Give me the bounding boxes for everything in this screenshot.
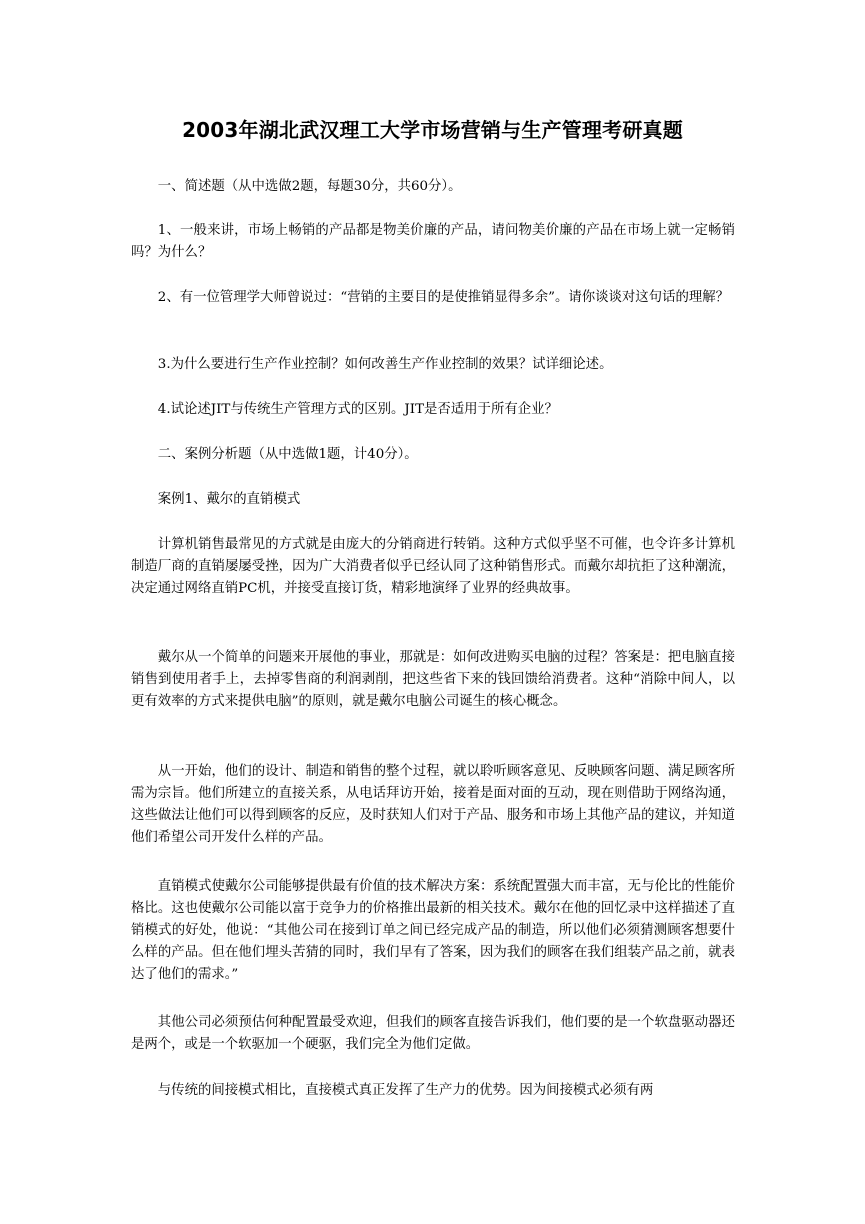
case-paragraph-2: 戴尔从一个简单的问题来开展他的事业，那就是：如何改进购买电脑的过程？答案是：把电脑直接销售到使用者手上，去掉零售商的利润剥削，把这些省下来的钱回馈给消费者。这种“消除中间人，以更有效率的方式来提供电脑”的原则，就是戴尔电脑公司诞生的核心概念。 bbox=[131, 650, 735, 709]
question-1: 1、一般来讲，市场上畅销的产品都是物美价廉的产品，请问物美价廉的产品在市场上就一定畅销吗？为什么？ bbox=[131, 223, 735, 260]
question-2: 2、有一位管理学大师曾说过：“营销的主要目的是使推销显得多余”。请你谈谈对这句话的理解？ bbox=[157, 290, 730, 305]
section-heading-short-answer: 一、简述题（从中选做2题，每题30分，共60分）。 bbox=[157, 179, 462, 194]
case-paragraph-6: 与传统的间接模式相比，直接模式真正发挥了生产力的优势。因为间接模式必须有两 bbox=[157, 1083, 654, 1098]
question-3: 3.为什么要进行生产作业控制？如何改善生产作业控制的效果？试详细论述。 bbox=[157, 357, 613, 372]
case-paragraph-4: 直销模式使戴尔公司能够提供最有价值的技术解决方案：系统配置强大而丰富，无与伦比的性能价格比。这也使戴尔公司能以富于竞争力的价格推出最新的相关技术。戴尔在他的回忆录中这样描述了直销模式的好处，他说：“其他公司在接到订单之间已经完成产品的制造，所以他们必须猜测顾客想要什么样的产品。但在他们埋头苦猜的同时，我们早有了答案，因为我们的顾客在我们组装产品之前，就表达了他们的需求。” bbox=[131, 879, 735, 982]
case-1-heading: 案例1、戴尔的直销模式 bbox=[157, 492, 301, 507]
case-paragraph-5: 其他公司必须预估何种配置最受欢迎，但我们的顾客直接告诉我们，他们要的是一个软盘驱动器还是两个，或是一个软驱加一个硬驱，我们完全为他们定做。 bbox=[131, 1015, 735, 1052]
document-title: 2003年湖北武汉理工大学市场营销与生产管理考研真题 bbox=[182, 118, 683, 142]
section-heading-case-analysis: 二、案例分析题（从中选做1题，计40分）。 bbox=[157, 447, 418, 462]
case-paragraph-1: 计算机销售最常见的方式就是由庞大的分销商进行转销。这种方式似乎坚不可催，也令许多计算机制造厂商的直销屡屡受挫，因为广大消费者似乎已经认同了这种销售形式。而戴尔却抗拒了这种潮流，决定通过网络直销PC机，并接受直接订货，精彩地演绎了业界的经典故事。 bbox=[131, 537, 735, 596]
question-4: 4.试论述JIT与传统生产管理方式的区别。JIT是否适用于所有企业？ bbox=[157, 402, 558, 417]
case-paragraph-3: 从一开始，他们的设计、制造和销售的整个过程，就以聆听顾客意见、反映顾客问题、满足顾客所需为宗旨。他们所建立的直接关系，从电话拜访开始，接着是面对面的互动，现在则借助于网络沟通，这些做法让他们可以得到顾客的反应，及时获知人们对于产品、服务和市场上其他产品的建议，并知道他们希望公司开发什么样的产品。 bbox=[131, 764, 735, 845]
